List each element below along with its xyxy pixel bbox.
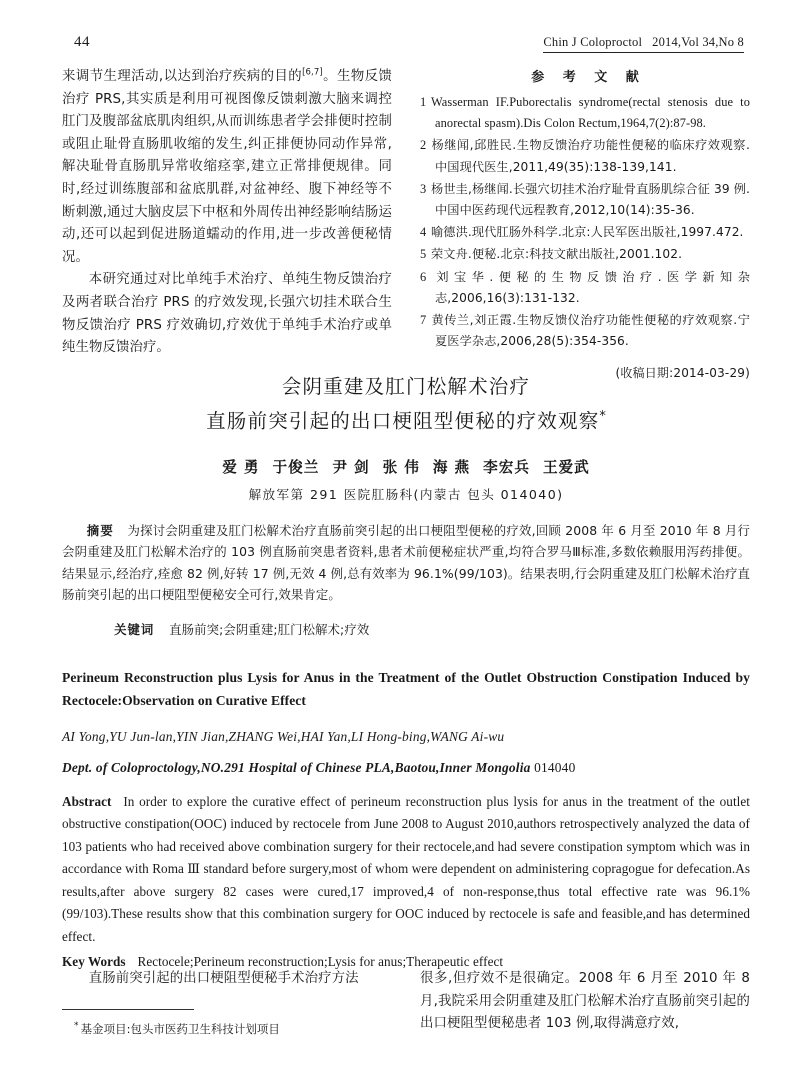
reference-number: 7 [420,313,427,328]
right-column-references [420,66,750,381]
abstract-en [62,791,750,949]
reference-text: 喻德洪.现代肛肠外科学.北京:人民军医出版社,1997.472. [431,225,744,240]
footnote-star-marker: * [74,1020,79,1031]
bottom-columns [62,968,750,1037]
abstract-en-label: Abstract [62,793,112,809]
footnote-divider [62,1009,194,1010]
article-block [62,372,750,973]
reference-number: 4 [420,225,427,240]
reference-superscript: [6,7] [302,67,323,78]
abstract-en-text: In order to explore the curative effect of perineum reconstruction plus lysis for anus in the treatment of the outlet obstructive constipation(OOC) induced by rectocele from June 2008 to August 2010,authors retrospectively analyzed the data of 103 patients who had received above combination surgery for their rectocele,and had severe constipation symptom which was in accordance with Roma Ⅲ standard before surgery,most of whom were dependent on administering copragogue for defecation.As results,after above surgery 82 cases were cured,17 improved,4 of non-response,thus total effective rate was 96.1%(99/103).These results show that this combination surgery for OOC induced by rectocele is safe and feasible,and has determined effect. [62,793,750,944]
paragraph-1 [62,66,392,269]
journal-citation-header [543,35,744,53]
reference-item [420,267,750,309]
title-footnote-marker: * [599,409,606,424]
reference-number: 2 [420,138,427,153]
reference-text: 荣文舟.便秘.北京:科技文献出版社,2001.102. [431,247,683,262]
paragraph-2: 本研究通过对比单纯手术治疗、单纯生物反馈治疗及两者联合治疗 PRS 的疗效发现,长强穴切挂术联合生物反馈治疗 PRS 疗效确切,疗效优于单纯手术治疗或单纯生物反馈治疗。 [62,272,392,356]
keywords-cn [62,619,750,640]
affiliation-en-postcode: 014040 [534,759,576,775]
reference-item [420,92,750,134]
reference-text: 杨继闻,邱胜民.生物反馈治疗功能性便秘的临床疗效观察.中国现代医生,2011,49(35):138-139,141. [431,138,750,174]
bottom-right-paragraph: 很多,但疗效不是很确定。2008 年 6 月至 2010 年 8 月,我院采用会阴重建及肛门松解术治疗直肠前突引起的出口梗阻型便秘患者 103 例,取得满意疗效, [420,971,750,1032]
author-name: 王爱武 [542,458,590,476]
reference-item [420,244,750,265]
reference-item [420,135,750,177]
author-name: 于俊兰 [272,458,320,476]
bottom-left-paragraph: 直肠前突引起的出口梗阻型便秘手术治疗方法 [88,971,359,986]
author-name: 爱 勇 [222,458,260,476]
author-name: 海 燕 [432,458,471,476]
paragraph-1-post: 。生物反馈治疗 PRS,其实质是利用可视图像反馈刺激大脑来调控肛门及腹部盆底肌肉组织,从而训练患者学会排便时控制或阻止耻骨直肠肌收缩的发生,纠正排便协同动作异常,解决耻骨直肠肌异常收缩痉挛,建立正常排便规律。同时,经过训练腹部和盆底肌群,对盆神经、腹下神经等不断刺激,通过大脑皮层下中枢和外周传出神经影响结肠运动,还可以起到促进肠道蠕动的作用,进一步改善便秘情况。 [62,69,392,265]
footnote-text: 基金项目:包头市医药卫生科技计划项目 [80,1021,280,1036]
article-title-en: Perineum Reconstruction plus Lysis for Anus in the Treatment of the Outlet Obstruction Constipation Induced by Rectocele:Observation on Curative Effect [62,669,750,708]
reference-number: 6 [420,269,427,284]
article-affiliation-cn: 解放军第 291 医院肛肠科(内蒙古 包头 014040) [248,486,564,502]
affiliation-en-name: Dept. of Coloproctology,NO.291 Hospital of Chinese PLA,Baotou,Inner Mongolia [62,759,531,775]
article-affiliation-en [62,760,750,776]
funding-footnote [62,1017,392,1038]
keywords-en-text: Rectocele;Perineum reconstruction;Lysis for anus;Therapeutic effect [137,954,504,969]
page-number: 44 [74,34,90,50]
article-title [62,372,750,437]
running-head [62,34,744,56]
keywords-en-label: Key Words [62,954,126,969]
left-column-continued-text [62,66,392,381]
article-title-line-2: 直肠前突引起的出口梗阻型便秘的疗效观察 [206,409,600,433]
bottom-left-column [62,968,392,1037]
references-heading: 参 考 文 献 [531,70,646,85]
article-authors-en: AI Yong,YU Jun-lan,YIN Jian,ZHANG Wei,HAI Yan,LI Hong-bing,WANG Ai-wu [62,728,505,744]
author-name: 张 伟 [382,458,420,476]
reference-number: 3 [420,181,427,196]
abstract-cn [62,520,750,606]
reference-item [420,310,750,352]
abstract-cn-text: 为探讨会阴重建及肛门松解术治疗直肠前突引起的出口梗阻型便秘的疗效,回顾 2008 年 6 月至 2010 年 8 月行会阴重建及肛门松解术治疗的 103 例直肠前突患者资料,患者术前便秘症状严重,均符合罗马Ⅲ标准,多数依赖服用泻药排便。结果显示,经治疗,痊愈 82 例,好转 17 例,无效 4 例,总有效率为 96.1%(99/103)。结果表明,行会阴重建及肛门松解术治疗直肠前突引起的出口梗阻型便秘安全可行,效果肯定。 [62,522,750,602]
article-authors-cn [62,456,750,477]
reference-item [420,179,750,221]
reference-number: 1 [420,95,427,109]
reference-text: Wasserman IF.Puborectalis syndrome(rectal stenosis due to anorectal spasm).Dis Colon Rectum,1964,7(2):87-98. [431,95,750,131]
top-columns [62,66,750,381]
references-list [420,92,750,352]
bottom-right-column [420,968,750,1037]
keywords-cn-label: 关键词 [114,621,155,637]
reference-item [420,222,750,243]
continued-body-text [62,66,392,360]
journal-name: Chin J Coloproctol [543,35,643,49]
article-title-line-2-wrap [62,402,750,437]
article-title-line-1: 会阴重建及肛门松解术治疗 [281,375,531,398]
abstract-cn-label: 摘要 [86,522,114,538]
paragraph-1-pre: 来调节生理活动,以达到治疗疾病的目的 [62,69,303,84]
reference-number: 5 [420,247,427,262]
reference-text: 黄传兰,刘正霞.生物反馈仪治疗功能性便秘的疗效观察.宁夏医学杂志,2006,28(5):354-356. [431,313,750,349]
keywords-cn-text: 直肠前突;会阴重建;肛门松解术;疗效 [169,621,370,637]
bottom-left-text [62,968,392,991]
author-name: 李宏兵 [483,458,530,476]
bottom-right-text [420,968,750,1036]
reference-text: 杨世圭,杨继闻.长强穴切挂术治疗耻骨直肠肌综合征 39 例.中国中医药现代远程教育,2012,10(14):35-36. [431,181,750,218]
received-date: (收稿日期:2014-03-29) [615,366,750,381]
author-name: 尹 剑 [332,458,370,476]
reference-text: 刘宝华.便秘的生物反馈治疗.医学新知杂志,2006,16(3):131-132. [431,269,750,305]
journal-issue: 2014,Vol 34,No 8 [652,35,744,49]
